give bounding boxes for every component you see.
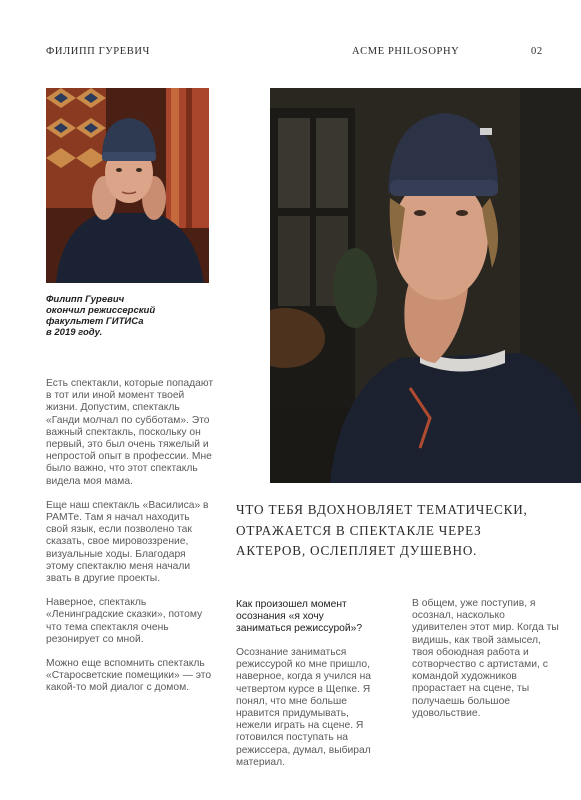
paragraph: Можно еще вспомнить спектакль «Старосветские помещики» — это какой-то мой диалог с домом.: [46, 658, 212, 694]
right-column-text: В общем, уже поступив, я осознал, насколько удивителен этот мир. Когда ты видишь, как твой замысел, твоя обоюдная работа и сотворчество с артистами, с командой художников прорастает на сцене, ты получаешь большое удовольствие.: [412, 598, 559, 719]
header-magazine: ACME PHILOSOPHY: [352, 46, 460, 57]
caption-line: Филипп Гуревич: [46, 294, 125, 305]
portrait-photo-large: [270, 88, 581, 483]
left-column-text: [46, 378, 214, 707]
interview-question: Как произошел момент осознания «я хочу заниматься режиссурой»?: [236, 599, 363, 634]
paragraph: Еще наш спектакль «Василиса» в РАМТе. Там я начал находить свой язык, если позволено так сказать, свое мировоззрение, визуальные ходы. Благодаря этому спектаклю меня начали звать в другие проекты.: [46, 499, 209, 585]
caption-line: в 2019 году.: [46, 327, 103, 338]
caption-line: факультет ГИТИСа: [46, 316, 144, 327]
paragraph: Наверное, спектакль «Ленинградские сказки», потому что тема спектакля очень резонирует со мной.: [46, 597, 203, 645]
interview-answer: Осознание заниматься режиссурой ко мне пришло, наверное, когда я учился на четвертом курсе в Щепке. Я понял, что мне больше нравится придумывать, нежели играть на сцене. Я готовился поступать на режиссера, думал, выбирал материал.: [236, 647, 372, 768]
page-number: 02: [531, 46, 543, 57]
header-author: ФИЛИПП ГУРЕВИЧ: [46, 46, 150, 57]
portrait-photo-small: [46, 88, 209, 283]
photo-caption: [46, 294, 196, 338]
paragraph: Есть спектакли, которые попадают в тот или иной момент твоей жизни. Допустим, спектакль «Ганди молчал по субботам». Это важный спектакль, поскольку он первый, это был очень тяжелый и непростой опыт в профессии. Мне было важно, что этот спектакль видела моя мама.: [46, 378, 214, 487]
pull-quote: ЧТО ТЕБЯ ВДОХНОВЛЯЕТ ТЕМАТИЧЕСКИ, ОТРАЖАЕТСЯ В СПЕКТАКЛЕ ЧЕРЕЗ АКТЕРОВ, ОСЛЕПЛЯЕТ ДУШЕВНО.: [236, 502, 528, 558]
caption-line: окончил режиссерский: [46, 305, 156, 316]
